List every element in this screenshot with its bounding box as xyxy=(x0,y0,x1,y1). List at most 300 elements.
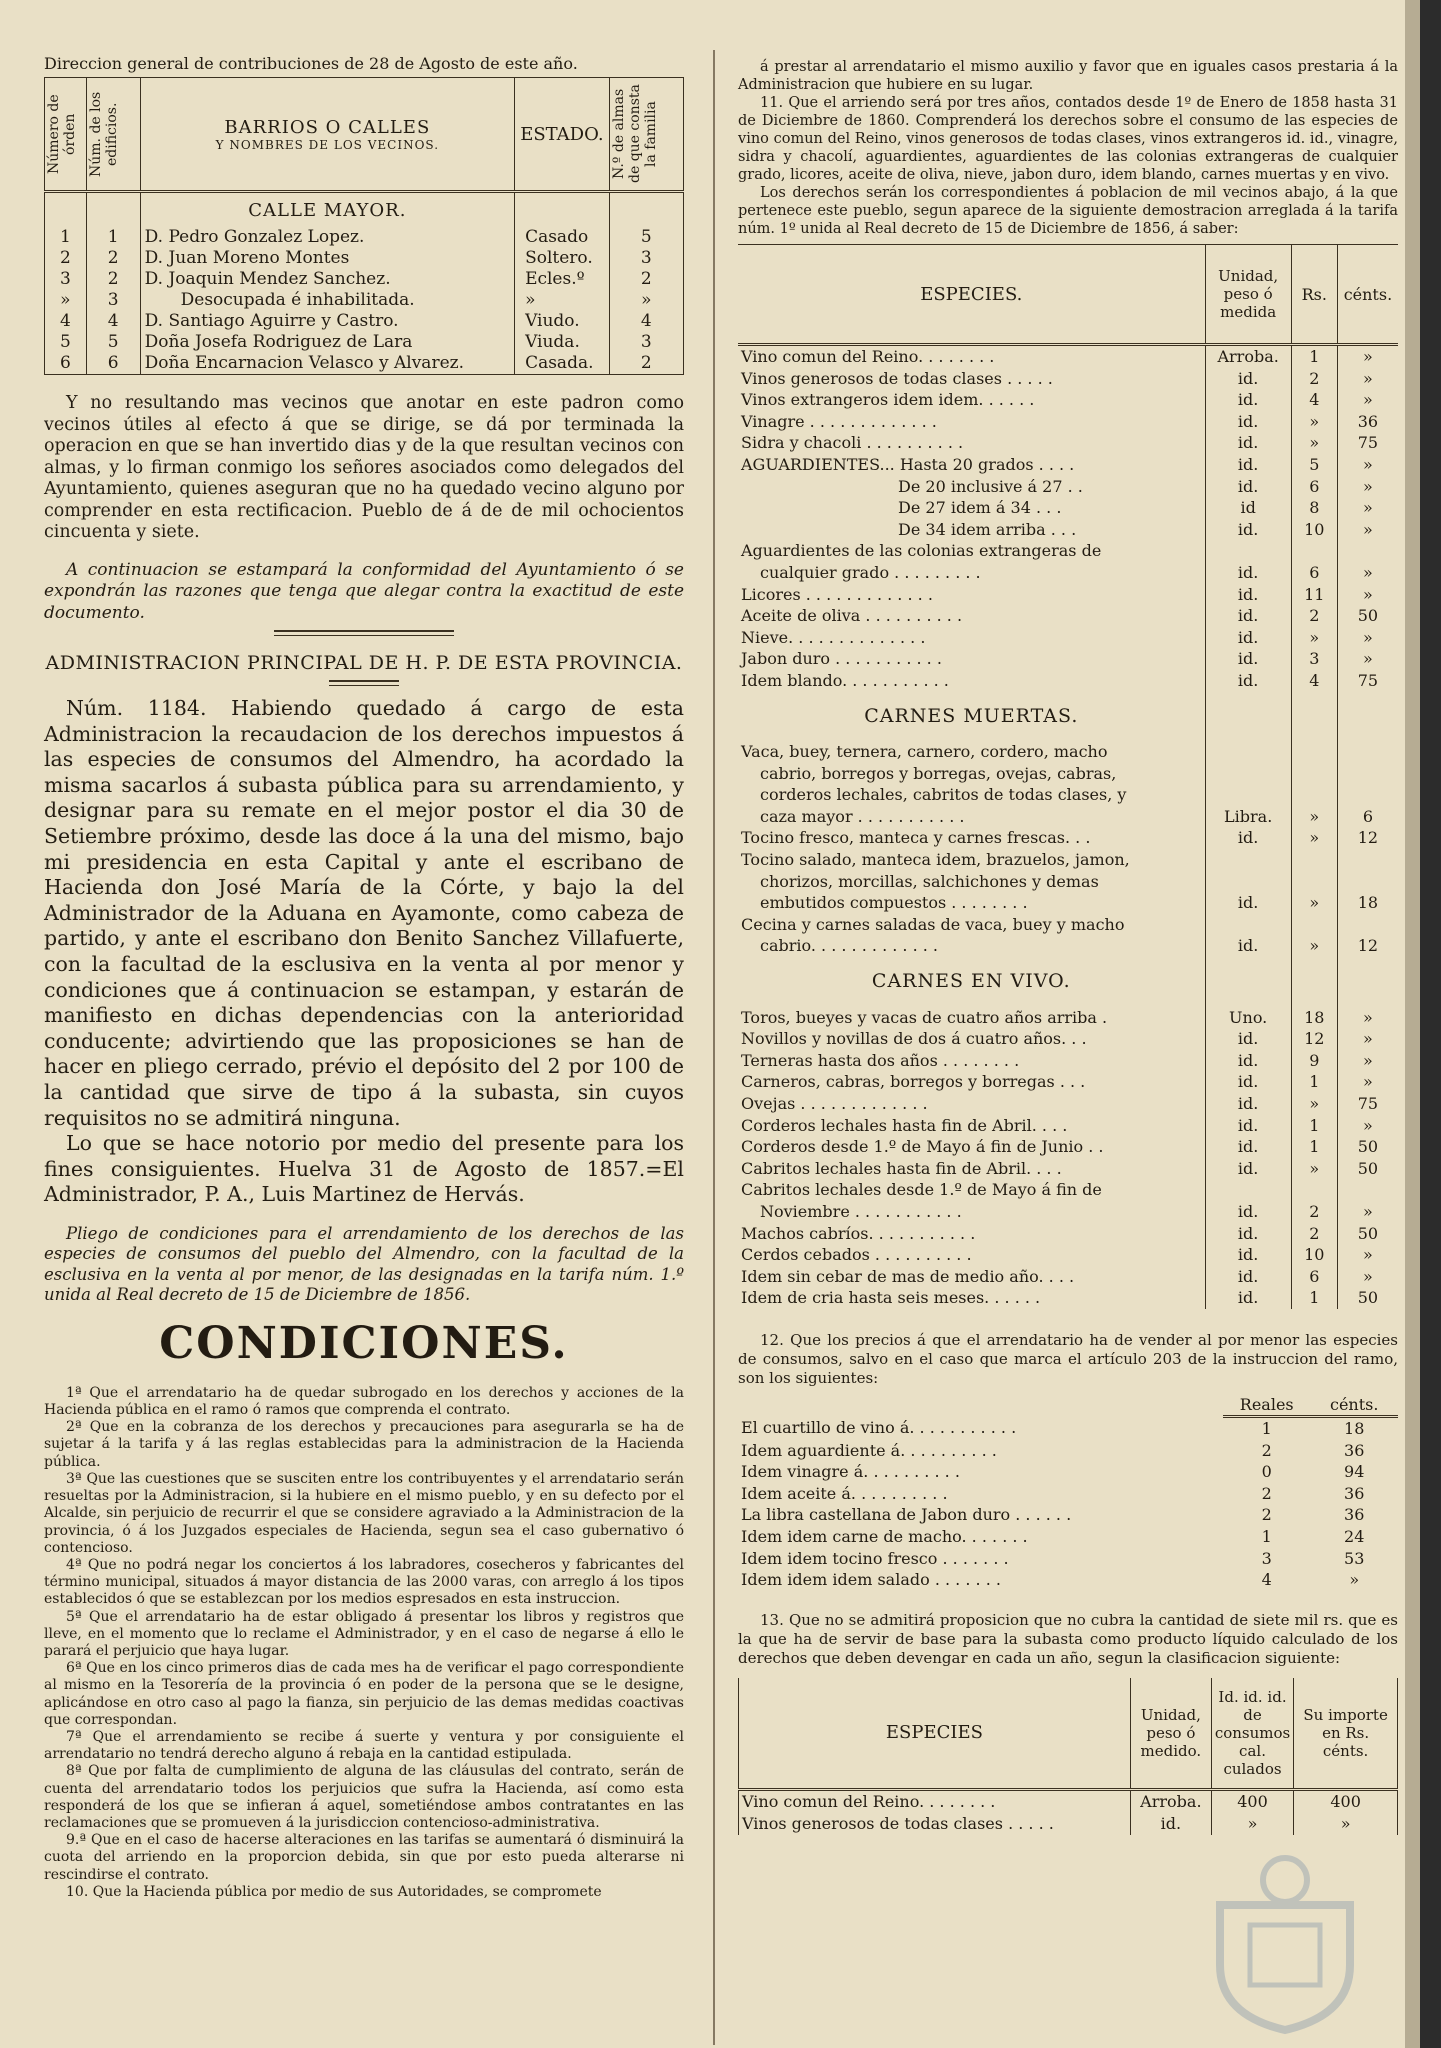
especie-cell: Corderos desde 1.º de Mayo á fin de Junio . . xyxy=(741,1137,1104,1157)
nombre-cell: D. Santiago Aguirre y Castro. xyxy=(140,311,514,332)
precio-rs-cell: 0 xyxy=(1261,1462,1272,1482)
spacer-cell xyxy=(1291,957,1337,1007)
especie-cell: Idem de cria hasta seis meses. . . . . . xyxy=(741,1288,1041,1308)
table-row xyxy=(738,519,1398,541)
col-almas-header: N.º de almas de que consta la familia xyxy=(609,78,683,192)
table-row xyxy=(738,763,1398,785)
unidad-cell xyxy=(1205,741,1291,763)
final-unidad-cell: id. xyxy=(1130,1813,1211,1835)
rs-cell: » xyxy=(1291,411,1337,433)
almas-cell: 3 xyxy=(609,248,683,269)
precio-rs-cell: 1 xyxy=(1261,1418,1272,1438)
rs-cell: » xyxy=(1291,1158,1337,1180)
rs-cell: 6 xyxy=(1291,1266,1337,1288)
table-row xyxy=(738,562,1398,584)
final-unidad-cell: Arroba. xyxy=(1130,1789,1211,1813)
rs-cell: 2 xyxy=(1291,605,1337,627)
right-column xyxy=(738,58,1398,1835)
rs-cell xyxy=(1291,849,1337,871)
rs-cell: 18 xyxy=(1291,1007,1337,1029)
orden-cell: 1 xyxy=(45,227,87,248)
especie-cell: caza mayor . . . . . . . . . . . xyxy=(760,806,965,826)
cents-cell xyxy=(1337,540,1398,562)
short-rule xyxy=(329,680,399,686)
cents-cell: » xyxy=(1363,649,1373,669)
spacer-cell xyxy=(1291,692,1337,742)
especie-cell: cabrio, borregos y borregas, ovejas, cabras, xyxy=(760,763,1117,783)
precio-especie-cell: La libra castellana de Jabon duro . . . . . . xyxy=(741,1505,1072,1525)
unidad-cell: id. xyxy=(1205,827,1291,849)
nombre-cell: D. Joaquin Mendez Sanchez. xyxy=(140,269,514,290)
intro-line: Direccion general de contribuciones de 28 de Agosto de este año. xyxy=(44,54,578,73)
orden-cell: 3 xyxy=(45,269,87,290)
street-name: CALLE MAYOR. xyxy=(140,192,514,228)
rs-cell: » xyxy=(1291,432,1337,454)
condition-item: 9.ª Que en el caso de hacerse alteraciones en las tarifas se aumentará ó disminuirá la cuota del arriendo en la proporcion debida, sin que por esto pueda alterarse ni rescindirse el contrato. xyxy=(44,1832,684,1883)
cents-cell: » xyxy=(1363,562,1373,582)
rs-cell: 1 xyxy=(1291,1136,1337,1158)
spacer-cell xyxy=(1337,957,1398,1007)
cents-cell: » xyxy=(1363,454,1373,474)
final-importe-cell: » xyxy=(1294,1813,1398,1835)
rs-cell: 10 xyxy=(1291,519,1337,541)
unidad-cell: Libra. xyxy=(1205,806,1291,828)
cents-cell: » xyxy=(1363,1201,1373,1221)
cents-cell: 6 xyxy=(1362,806,1374,826)
precio-especie-cell: Idem aceite á. . . . . . . . . . xyxy=(741,1483,948,1503)
nombre-cell: Doña Encarnacion Velasco y Alvarez. xyxy=(140,353,514,375)
unidad-cell: id. xyxy=(1205,1158,1291,1180)
cents-cell: 50 xyxy=(1357,1223,1379,1243)
table-row xyxy=(738,1504,1398,1526)
table-row xyxy=(738,1416,1398,1439)
cents-cell: » xyxy=(1363,390,1373,410)
unidad-cell: id. xyxy=(1205,411,1291,433)
pliego-heading: Pliego de condiciones para el arrendamiento de los derechos de las especies de consumos del pueblo del Almendro, con la facultad de la esclusiva en la venta al por menor, de las designadas en la tarifa núm. 1.º unida al Real decreto de 15 de Diciembre de 1856. xyxy=(44,1223,684,1305)
table-row xyxy=(738,827,1398,849)
table-row xyxy=(738,849,1398,871)
cents-cell: 12 xyxy=(1357,936,1379,956)
table-row xyxy=(738,1071,1398,1093)
estado-cell: Ecles.º xyxy=(515,269,610,290)
cents-cell: » xyxy=(1363,347,1373,366)
especie-cell: Tocino salado, manteca idem, brazuelos, jamon, xyxy=(741,850,1130,870)
precio-especie-cell: Idem aguardiente á. . . . . . . . . . xyxy=(741,1440,997,1460)
cents-cell: » xyxy=(1363,1050,1373,1070)
table-row xyxy=(738,914,1398,936)
rs-cell: 6 xyxy=(1291,562,1337,584)
precio-rs-cell: 2 xyxy=(1261,1483,1272,1503)
especie-cell: Terneras hasta dos años . . . . . . . . xyxy=(741,1050,1020,1070)
precios-table xyxy=(738,1394,1398,1591)
estado-cell: Casado xyxy=(515,227,610,248)
table-row xyxy=(738,1287,1398,1309)
rs-cell: 11 xyxy=(1291,584,1337,606)
unidad-cell: id. xyxy=(1205,1223,1291,1245)
precio-cents-cell: 36 xyxy=(1344,1505,1365,1525)
cents-cell: » xyxy=(1363,584,1373,604)
table-row xyxy=(738,476,1398,498)
conditions-list xyxy=(44,1385,684,1901)
condition-item: 5ª Que el arrendatario ha de estar obligado á presentar los libros y registros que lleve, en el momento que lo reclame el Administrador, y en el caso de negarse á ello le parará el perjuicio que haya lugar. xyxy=(44,1608,684,1659)
tarifa-rs-header: Rs. xyxy=(1291,245,1337,345)
table-row xyxy=(738,1223,1398,1245)
unidad-cell xyxy=(1205,871,1291,893)
table-row xyxy=(45,290,684,311)
condition-12: 12. Que los precios á que el arrendatario ha de vender al por menor las especies de consumos, salvo en el caso que marca el artículo 203 de la instruccion del ramo, son los siguientes: xyxy=(738,1330,1398,1387)
table-row xyxy=(739,1789,1398,1813)
especie-cell: Novillos y novillas de dos á cuatro años. . . xyxy=(741,1029,1087,1049)
cents-cell: » xyxy=(1363,1266,1373,1286)
page-edge-shadow xyxy=(1405,0,1420,2048)
table-row xyxy=(738,806,1398,828)
edificio-cell: 6 xyxy=(86,353,140,375)
especie-cell: Idem sin cebar de mas de medio año. . . . xyxy=(741,1266,1075,1286)
col-barrios-header: BARRIOS O CALLES Y NOMBRES DE LOS VECINOS. xyxy=(140,78,514,192)
especie-cell: De 34 idem arriba . . . xyxy=(898,519,1077,539)
especie-cell: Corderos lechales hasta fin de Abril. . . . xyxy=(741,1115,1068,1135)
table-row xyxy=(738,1266,1398,1288)
table-row xyxy=(45,248,684,269)
table-row xyxy=(738,1179,1398,1201)
rs-cell: 1 xyxy=(1291,345,1337,368)
table-row xyxy=(45,332,684,353)
unidad-cell: id. xyxy=(1205,1136,1291,1158)
especie-cell: corderos lechales, cabritos de todas clases, y xyxy=(760,785,1127,805)
especie-cell: Cecina y carnes saladas de vaca, buey y macho xyxy=(741,914,1125,934)
precio-especie-cell: Idem vinagre á. . . . . . . . . . xyxy=(741,1462,960,1482)
tarifa-especies-header: ESPECIES. xyxy=(920,283,1023,305)
final-table xyxy=(738,1678,1398,1835)
estado-cell: Soltero. xyxy=(515,248,610,269)
cents-cell: 50 xyxy=(1357,606,1379,626)
section-carnes-vivo: CARNES EN VIVO. xyxy=(871,970,1071,993)
rs-cell: 1 xyxy=(1291,1115,1337,1137)
cents-cell xyxy=(1337,1179,1398,1201)
especie-cell: Carneros, cabras, borregos y borregas . . . xyxy=(741,1072,1086,1092)
especie-cell: De 27 idem á 34 . . . xyxy=(898,498,1062,518)
precio-rs-cell: 3 xyxy=(1261,1548,1272,1568)
estado-cell: Casada. xyxy=(515,353,610,375)
especie-cell: Ovejas . . . . . . . . . . . . . xyxy=(741,1094,928,1113)
cents-cell: » xyxy=(1363,368,1373,388)
unidad-cell: id. xyxy=(1205,1071,1291,1093)
condition-11: 11. Que el arriendo será por tres años, contados desde 1º de Enero de 1858 hasta 31 de Diciembre de 1860. Comprenderá los derechos sobre el consumo de las especies de vino comun del Reino, vinos generosos de todas clases, vinos extrangeros id. id., vinagre, sidra y chacolí, aguardientes, aguardientes de las colonias extrangeras de cualquier grado, licores, aceite de oliva, nieve, jabon duro, idem blando, carnes muertas y en vivo. xyxy=(738,95,1398,183)
table-row xyxy=(738,540,1398,562)
cents-cell: 50 xyxy=(1357,1137,1379,1157)
precio-especie-cell: Idem idem carne de macho. . . . . . . xyxy=(741,1526,1028,1546)
unidad-cell: id. xyxy=(1205,1050,1291,1072)
especie-cell: Vinagre . . . . . . . . . . . . . xyxy=(741,411,937,431)
cents-cell: » xyxy=(1363,519,1373,539)
condition-item: 2ª Que en la cobranza de los derechos y precauciones para asegurarla se ha de sujetar á la tarifa y á las reglas establecidas para la administracion de la Hacienda pública. xyxy=(44,1419,684,1470)
cents-cell: 50 xyxy=(1357,1158,1379,1178)
table-row xyxy=(45,353,684,375)
condition-item: 10. Que la Hacienda pública por medio de sus Autoridades, se compromete xyxy=(66,1883,602,1900)
precio-rs-cell: 1 xyxy=(1261,1526,1272,1546)
cents-cell xyxy=(1337,871,1398,893)
unidad-cell: id. xyxy=(1205,1287,1291,1309)
precio-especie-cell: Idem idem tocino fresco . . . . . . . xyxy=(741,1548,1009,1568)
closing-paragraph: Y no resultando mas vecinos que anotar en este padron como vecinos útiles al efecto á que se dirige, se dá por terminada la operacion en que se han invertido dias y de la que resultan vecinos con almas, y lo firman conmigo los señores asociados como delegados del Ayuntamiento, quienes aseguran que no ha quedado vecino alguno por comprender en esta rectificacion. Pueblo de á de de mil ochocientos cincuenta y siete. xyxy=(44,393,684,542)
final-especie-cell: Vinos generosos de todas clases . . . . . xyxy=(739,1813,1131,1835)
precio-cents-cell: 18 xyxy=(1344,1418,1365,1438)
especie-cell: Aceite de oliva . . . . . . . . . . xyxy=(741,606,963,626)
col-orden-header: Número de órden xyxy=(45,78,87,192)
rs-cell xyxy=(1291,784,1337,806)
rs-cell xyxy=(1291,871,1337,893)
table-row xyxy=(738,1201,1398,1223)
rs-cell xyxy=(1291,914,1337,936)
unidad-cell: id. xyxy=(1205,892,1291,914)
table-row xyxy=(738,1007,1398,1029)
especie-cell: embutidos compuestos . . . . . . . . xyxy=(760,893,1028,913)
table-row xyxy=(738,784,1398,806)
table-row xyxy=(45,311,684,332)
precio-cents-cell: 94 xyxy=(1344,1462,1365,1482)
unidad-cell: id. xyxy=(1205,1115,1291,1137)
table-row xyxy=(738,1050,1398,1072)
condition-item: 8ª Que por falta de cumplimiento de alguna de las cláusulas del contrato, serán de cuenta del arrendatario todos los perjuicios que sufra la Hacienda, así como esta responderá de los que se infieran á aquel, sometiéndose ambos contratantes en las reclamaciones que se promueven á la jurisdiccion contencioso-administrativa. xyxy=(44,1763,684,1831)
orden-cell: 5 xyxy=(45,332,87,353)
especie-cell: Noviembre . . . . . . . . . . . xyxy=(760,1201,962,1221)
almas-cell: 2 xyxy=(609,269,683,290)
rs-cell: 3 xyxy=(1291,648,1337,670)
tarifa-unidad-header: Unidad, peso ó medida xyxy=(1205,245,1291,345)
especie-cell: Licores . . . . . . . . . . . . . xyxy=(741,584,933,604)
rs-cell: 8 xyxy=(1291,497,1337,519)
especie-cell: Cabritos lechales desde 1.º de Mayo á fin de xyxy=(741,1180,1102,1200)
edificio-cell: 2 xyxy=(86,248,140,269)
especie-cell: Toros, bueyes y vacas de cuatro años arriba . xyxy=(741,1007,1108,1027)
unidad-cell: id xyxy=(1205,497,1291,519)
announcement-signature: Lo que se hace notorio por medio del presente para los fines consiguientes. Huelva 31 de Agosto de 1857.=El Administrador, P. A., Luis Martinez de Hervás. xyxy=(44,1131,684,1207)
unidad-cell: id. xyxy=(1205,389,1291,411)
table-row xyxy=(738,345,1398,368)
cents-cell: » xyxy=(1363,1072,1373,1092)
rs-cell: 12 xyxy=(1291,1028,1337,1050)
nombre-cell: Desocupada é inhabilitada. xyxy=(140,290,514,311)
especie-cell: Machos cabríos. . . . . . . . . . . xyxy=(741,1223,976,1243)
especie-cell: Idem blando. . . . . . . . . . . xyxy=(741,670,949,690)
unidad-cell: id. xyxy=(1205,1093,1291,1115)
ornament-rule xyxy=(274,630,454,636)
table-row xyxy=(45,227,684,248)
cents-cell xyxy=(1337,741,1398,763)
announcement: Núm. 1184. Habiendo quedado á cargo de esta Administracion la recaudacion de los derechos impuestos á las especies de consumos del Almendro, ha acordado la misma sacarlos á subasta pública para su arrendamiento, y designar para su remate en el mejor postor el dia 30 de Setiembre próximo, desde las doce á la una del mismo, bajo mi presidencia en esta Capital y ante el escribano de Hacienda don José María de la Córte, y bajo la del Administrador de la Aduana en Ayamonte, como cabeza de partido, y ante el escribano don Benito Sanchez Villafuerte, con la facultad de la esclusiva en la venta al por menor y condiciones que á continuacion se estampan, y estarán de manifiesto en dichas dependencias con la anterioridad conducente; advirtiendo que las proposiciones se han de hacer en pliego cerrado, prévio el depósito del 2 por 100 de la cantidad que sirve de tipo á la subasta, sin cuyos requisitos no se admitirá ninguna. xyxy=(44,696,684,1130)
table-row xyxy=(738,497,1398,519)
rs-cell xyxy=(1291,741,1337,763)
cents-cell: » xyxy=(1363,1115,1373,1135)
table-row xyxy=(739,1813,1398,1835)
condition-item: 6ª Que en los cinco primeros dias de cada mes ha de verificar el pago correspondiente al mismo en la Tesorería de la provincia ó en poder de la persona que se le designe, aplicándose en otro caso al pago la fianza, sin perjuicio de las demas medidas coactivas que correspondan. xyxy=(44,1660,684,1728)
rs-cell: » xyxy=(1291,935,1337,957)
rs-cell: » xyxy=(1291,827,1337,849)
unidad-cell: id. xyxy=(1205,562,1291,584)
cents-cell xyxy=(1337,914,1398,936)
precio-rs-cell: 4 xyxy=(1261,1570,1272,1590)
final-unidad-header: Unidad, peso ó medido. xyxy=(1130,1678,1211,1790)
cents-cell: 75 xyxy=(1357,1094,1379,1113)
table-row xyxy=(738,1115,1398,1137)
col-edificios-header: Núm. de los edificios. xyxy=(86,78,140,192)
section-carnes-muertas: CARNES MUERTAS. xyxy=(864,704,1079,727)
rs-cell xyxy=(1291,540,1337,562)
especie-cell: Vino comun del Reino. . . . . . . . xyxy=(741,347,995,366)
rs-cell: 6 xyxy=(1291,476,1337,498)
cents-cell: » xyxy=(1363,476,1373,496)
unidad-cell: id. xyxy=(1205,454,1291,476)
especie-cell: Vinos generosos de todas clases . . . . . xyxy=(741,368,1053,388)
unidad-cell xyxy=(1205,540,1291,562)
edificio-cell: 2 xyxy=(86,269,140,290)
especie-cell: Nieve. . . . . . . . . . . . . . xyxy=(741,627,926,647)
cents-cell: 12 xyxy=(1357,828,1379,848)
rs-cell: 4 xyxy=(1291,389,1337,411)
precio-rs-cell: 2 xyxy=(1261,1505,1272,1525)
especie-cell: Jabon duro . . . . . . . . . . . xyxy=(741,649,942,669)
unidad-cell: id. xyxy=(1205,1266,1291,1288)
almas-cell: 2 xyxy=(609,353,683,375)
rs-cell: 9 xyxy=(1291,1050,1337,1072)
nombre-cell: Doña Josefa Rodriguez de Lara xyxy=(140,332,514,353)
archive-watermark-logo xyxy=(1200,1845,1370,2035)
cents-cell: 75 xyxy=(1357,670,1379,690)
especie-cell: Vinos extrangeros idem idem. . . . . . xyxy=(741,390,1035,410)
especie-cell: Sidra y chacoli . . . . . . . . . . xyxy=(741,433,964,453)
precios-reales-header: Reales xyxy=(1223,1394,1311,1417)
unidad-cell: id. xyxy=(1205,519,1291,541)
orden-cell: » xyxy=(45,290,87,311)
table-row xyxy=(738,627,1398,649)
especie-cell: cabrio. . . . . . . . . . . . . xyxy=(760,936,939,956)
edificio-cell: 3 xyxy=(86,290,140,311)
cents-cell: » xyxy=(1363,498,1373,518)
unidad-cell xyxy=(1205,849,1291,871)
rs-cell: » xyxy=(1291,1093,1337,1115)
spacer-cell xyxy=(1337,692,1398,742)
rs-cell: 5 xyxy=(1291,454,1337,476)
precio-cents-cell: 24 xyxy=(1344,1526,1365,1546)
rs-cell: 2 xyxy=(1291,1201,1337,1223)
final-especies-header: ESPECIES xyxy=(739,1678,1131,1790)
rs-cell: 10 xyxy=(1291,1244,1337,1266)
spacer-cell xyxy=(1205,692,1291,742)
table-row xyxy=(738,1483,1398,1505)
cents-cell xyxy=(1337,784,1398,806)
cents-cell xyxy=(1337,849,1398,871)
almas-cell: 4 xyxy=(609,311,683,332)
unidad-cell xyxy=(1205,763,1291,785)
precio-cents-cell: 36 xyxy=(1344,1440,1365,1460)
rs-cell xyxy=(1291,763,1337,785)
cents-cell: 75 xyxy=(1357,433,1379,453)
unidad-cell: id. xyxy=(1205,1244,1291,1266)
edificio-cell: 5 xyxy=(86,332,140,353)
unidad-cell: id. xyxy=(1205,627,1291,649)
unidad-cell: id. xyxy=(1205,605,1291,627)
unidad-cell: Arroba. xyxy=(1205,345,1291,368)
condition-11-b: Los derechos serán los correspondientes á poblacion de mil vecinos abajo, á la que pertenece este pueblo, segun aparece de la siguiente demostracion arreglada á la tarifa núm. 1º unida al Real decreto de 15 de Diciembre de 1856, á saber: xyxy=(738,185,1398,237)
unidad-cell: id. xyxy=(1205,584,1291,606)
condition-item: 7ª Que el arrendamiento se recibe á suerte y ventura y por consiguiente el arrendatario no tendrá derecho alguno á rebaja en la cantidad estipulada. xyxy=(44,1728,684,1763)
table-row xyxy=(738,1136,1398,1158)
orden-cell: 4 xyxy=(45,311,87,332)
column-divider xyxy=(713,50,715,2045)
final-consumos-header: Id. id. id. de consumos cal. culados xyxy=(1211,1678,1293,1790)
table-row xyxy=(738,648,1398,670)
especie-cell: Cabritos lechales hasta fin de Abril. . . . xyxy=(741,1158,1062,1178)
precio-rs-cell: 2 xyxy=(1261,1440,1272,1460)
rs-cell: » xyxy=(1291,806,1337,828)
col-estado-header: ESTADO. xyxy=(515,78,610,192)
table-row xyxy=(738,411,1398,433)
orden-cell: 2 xyxy=(45,248,87,269)
especie-cell: De 20 inclusive á 27 . . xyxy=(898,476,1083,496)
cents-cell xyxy=(1337,763,1398,785)
final-importe-header: Su importe en Rs. cénts. xyxy=(1294,1678,1398,1790)
table-row xyxy=(45,269,684,290)
table-row xyxy=(738,935,1398,957)
table-row xyxy=(738,1158,1398,1180)
table-row xyxy=(738,1569,1398,1591)
cents-cell: 18 xyxy=(1357,893,1379,913)
tarifa-cents-header: cénts. xyxy=(1343,284,1393,304)
rs-cell: 2 xyxy=(1291,368,1337,390)
cents-cell: » xyxy=(1363,627,1373,647)
table-row xyxy=(738,605,1398,627)
table-row xyxy=(738,584,1398,606)
edificio-cell: 1 xyxy=(86,227,140,248)
final-especie-cell: Vino comun del Reino. . . . . . . . xyxy=(739,1789,1131,1813)
cents-cell: 50 xyxy=(1357,1288,1379,1308)
especie-cell: cualquier grado . . . . . . . . . xyxy=(760,562,981,582)
table-row xyxy=(738,1548,1398,1570)
nombre-cell: D. Juan Moreno Montes xyxy=(140,248,514,269)
especie-cell: Cerdos cebados . . . . . . . . . . xyxy=(741,1245,972,1265)
estado-cell: » xyxy=(515,290,610,311)
especie-cell: Vaca, buey, ternera, carnero, cordero, macho xyxy=(741,742,1108,762)
table-row xyxy=(738,1461,1398,1483)
unidad-cell: id. xyxy=(1205,670,1291,692)
especie-cell: chorizos, morcillas, salchichones y demas xyxy=(760,871,1099,891)
condition-item: 3ª Que las cuestiones que se susciten entre los contribuyentes y el arrendatario serán resueltas por la Administracion, si la hubiere en el mismo pueblo, y en su defecto por el Alcalde, sin perjuicio de recurrir el que se considere agraviado a la Administracion de la provincia, ó á los Juzgados especiales de Hacienda, segun sea el caso gubernativo ó contencioso. xyxy=(44,1470,684,1556)
table-row xyxy=(738,871,1398,893)
ayuntamiento-note: A continuacion se estampará la conformidad del Ayuntamiento ó se expondrán las razones que tenga que alegar contra la exactitud de este documento. xyxy=(44,559,684,623)
rs-cell: » xyxy=(1291,892,1337,914)
especie-cell: AGUARDIENTES... Hasta 20 grados . . . . xyxy=(741,454,1075,474)
table-row xyxy=(738,670,1398,692)
table-row xyxy=(738,1028,1398,1050)
unidad-cell: id. xyxy=(1205,476,1291,498)
table-row xyxy=(738,1440,1398,1462)
rs-cell: 2 xyxy=(1291,1223,1337,1245)
final-consumos-cell: » xyxy=(1211,1813,1293,1835)
condition-item: 1ª Que el arrendatario ha de quedar subrogado en los derechos y acciones de la Hacienda pública en el ramo ó ramos que comprenda el contrato. xyxy=(44,1384,684,1419)
almas-cell: 3 xyxy=(609,332,683,353)
section-row xyxy=(738,957,1398,1007)
table-row xyxy=(738,389,1398,411)
cents-cell: » xyxy=(1363,1245,1373,1265)
table-row xyxy=(738,1244,1398,1266)
table-row xyxy=(738,454,1398,476)
unidad-cell: id. xyxy=(1205,1201,1291,1223)
condition-item: 4ª Que no podrá negar los conciertos á los labradores, cosecheros y fabricantes del término municipal, situados á mayor distancia de las 2000 varas, con arreglo á los tipos establecidos ó que se establezcan por los medios espresados en esta instruccion. xyxy=(44,1556,684,1608)
unidad-cell: id. xyxy=(1205,935,1291,957)
precio-cents-cell: 53 xyxy=(1344,1548,1365,1568)
rs-cell: 4 xyxy=(1291,670,1337,692)
unidad-cell xyxy=(1205,914,1291,936)
